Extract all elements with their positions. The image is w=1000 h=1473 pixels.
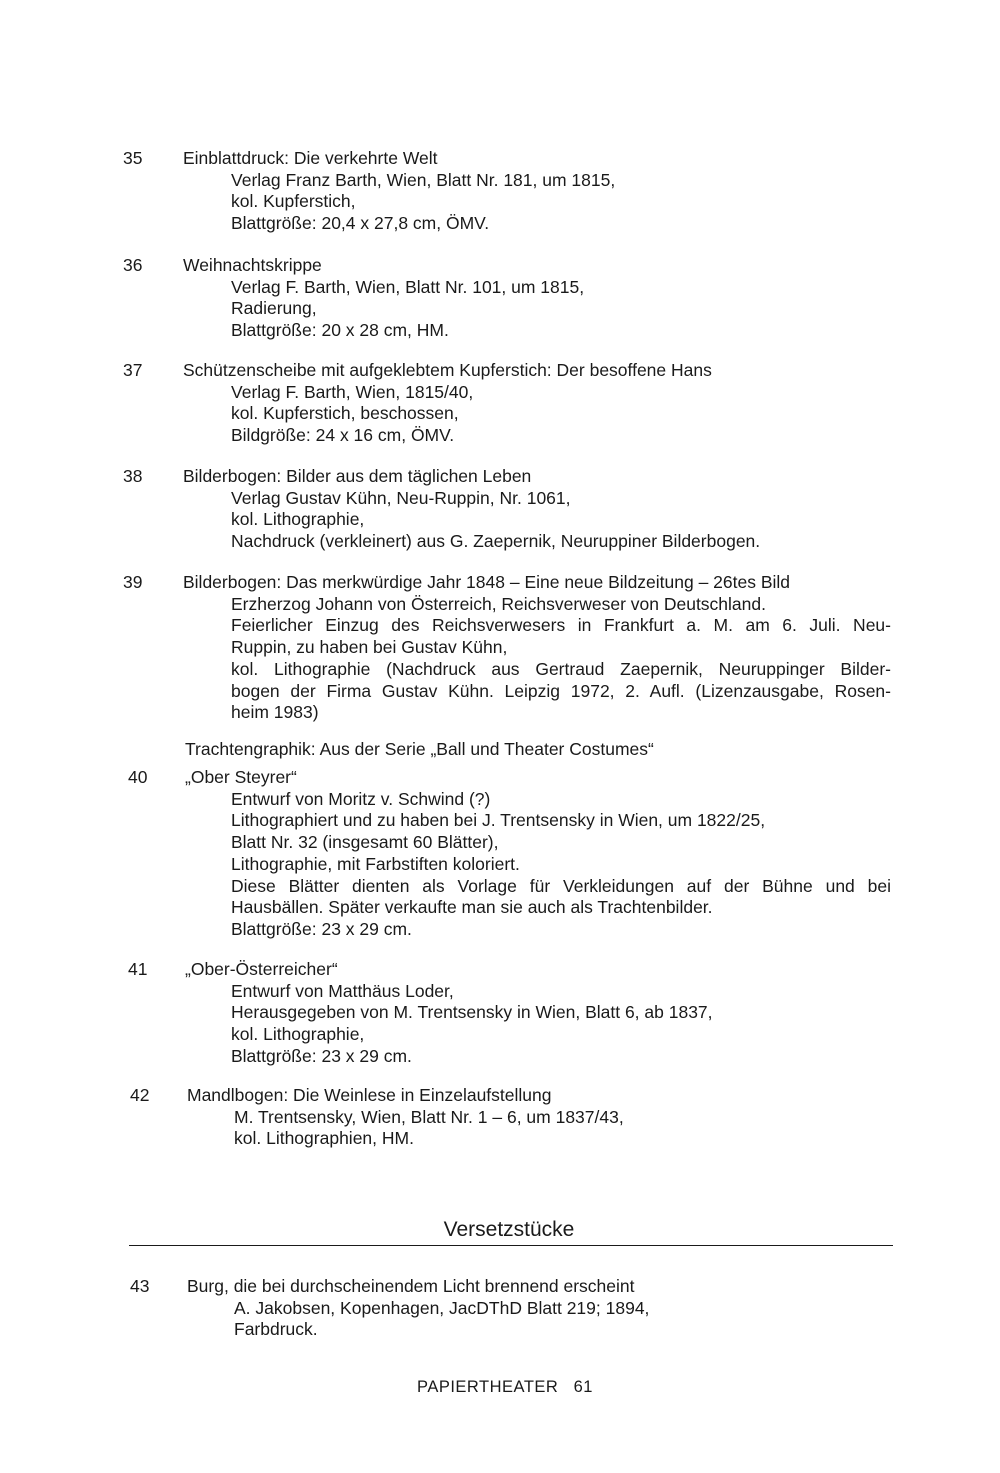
entry-details [231, 594, 891, 724]
entry-detail-line: Verlag F. Barth, Wien, 1815/40, [231, 381, 474, 402]
entry-detail-line: kol. Kupferstich, beschossen, [231, 403, 459, 424]
entry-number: 41 [128, 959, 148, 979]
entry-detail-line: Diese Blätter dienten als Vorlage für Verkleidungen auf der Bühne und bei [231, 875, 891, 896]
entry-details [231, 170, 615, 235]
entry-detail-line: Radierung, [231, 298, 317, 319]
entry-title: Bilderbogen: Das merkwürdige Jahr 1848 – Eine neue Bildzeitung – 26tes Bild [183, 572, 791, 592]
entry-detail-line: Verlag Gustav Kühn, Neu-Ruppin, Nr. 1061, [231, 487, 571, 508]
entry-detail-line: Blattgröße: 23 x 29 cm. [231, 918, 412, 939]
page-footer: PAPIERTHEATER 61 [417, 1378, 593, 1396]
entry-details [231, 382, 473, 447]
entry-detail-line: Verlag F. Barth, Wien, Blatt Nr. 101, um 1815, [231, 276, 585, 297]
entry-title: Schützenscheibe mit aufgeklebtem Kupferstich: Der besoffene Hans [183, 360, 712, 380]
series-heading: Trachtengraphik: Aus der Serie „Ball und Theater Costumes“ [185, 739, 654, 759]
entry-details [234, 1298, 649, 1341]
entry-detail-line: kol. Lithographie (Nachdruck aus Gertraud Zaepernik, Neuruppinger Bilder- [231, 658, 891, 679]
entry-number: 36 [123, 255, 143, 275]
entry-detail-line: kol. Kupferstich, [231, 191, 356, 212]
entry-detail-line: kol. Lithographie, [231, 1024, 365, 1045]
entry-detail-line: Blattgröße: 20,4 x 27,8 cm, ÖMV. [231, 213, 490, 234]
entry-detail-line: A. Jakobsen, Kopenhagen, JacDThD Blatt 219; 1894, [234, 1297, 650, 1318]
entry-detail-line: Lithographie, mit Farbstiften koloriert. [231, 853, 520, 874]
entry-number: 38 [123, 466, 143, 486]
entry-number: 35 [123, 148, 143, 168]
section-divider [129, 1245, 893, 1246]
entry-number: 37 [123, 360, 143, 380]
entry-details [231, 789, 891, 941]
entry-details [234, 1107, 624, 1150]
entry-detail-line: heim 1983) [231, 702, 319, 723]
entry-detail-line: Hausbällen. Später verkaufte man sie auch als Trachtenbilder. [231, 897, 713, 918]
entry-title: Einblattdruck: Die verkehrte Welt [183, 148, 438, 168]
entry-detail-line: kol. Lithographie, [231, 509, 365, 530]
entry-detail-line: Entwurf von Moritz v. Schwind (?) [231, 788, 491, 809]
entry-detail-line: Feierlicher Einzug des Reichsverwesers in Frankfurt a. M. am 6. Juli. Neu- [231, 615, 891, 636]
entry-number: 43 [130, 1276, 150, 1296]
entry-title: Weihnachtskrippe [183, 255, 322, 275]
entry-detail-line: Erzherzog Johann von Österreich, Reichsverweser von Deutschland. [231, 593, 766, 614]
entry-details [231, 277, 584, 342]
entry-detail-line: Blattgröße: 23 x 29 cm. [231, 1045, 412, 1066]
entry-detail-line: Bildgröße: 24 x 16 cm, ÖMV. [231, 425, 455, 446]
entry-detail-line: Lithographiert und zu haben bei J. Trentsensky in Wien, um 1822/25, [231, 810, 766, 831]
section-heading: Versetzstücke [443, 1218, 575, 1241]
entry-detail-line: Verlag Franz Barth, Wien, Blatt Nr. 181, um 1815, [231, 169, 616, 190]
entry-title: „Ober-Österreicher“ [185, 959, 338, 979]
entry-detail-line: Blatt Nr. 32 (insgesamt 60 Blätter), [231, 832, 499, 853]
entry-detail-line: kol. Lithographien, HM. [234, 1128, 414, 1149]
entry-details [231, 981, 713, 1068]
entry-detail-line: M. Trentsensky, Wien, Blatt Nr. 1 – 6, um 1837/43, [234, 1106, 624, 1127]
entry-detail-line: Farbdruck. [234, 1319, 318, 1340]
entry-title: Bilderbogen: Bilder aus dem täglichen Leben [183, 466, 532, 486]
entry-title: Burg, die bei durchscheinendem Licht brennend erscheint [187, 1276, 635, 1296]
entry-title: „Ober Steyrer“ [185, 767, 297, 787]
entry-number: 42 [130, 1085, 150, 1105]
entry-detail-line: Blattgröße: 20 x 28 cm, HM. [231, 320, 449, 341]
entry-details [231, 488, 760, 553]
entry-title: Mandlbogen: Die Weinlese in Einzelaufstellung [187, 1085, 552, 1105]
entry-detail-line: Nachdruck (verkleinert) aus G. Zaepernik, Neuruppiner Bilderbogen. [231, 531, 761, 552]
entry-detail-line: Entwurf von Matthäus Loder, [231, 980, 454, 1001]
entry-detail-line: bogen der Firma Gustav Kühn. Leipzig 1972, 2. Aufl. (Lizenzausgabe, Rosen- [231, 680, 891, 701]
entry-number: 39 [123, 572, 143, 592]
entry-detail-line: Ruppin, zu haben bei Gustav Kühn, [231, 637, 508, 658]
entry-detail-line: Herausgegeben von M. Trentsensky in Wien, Blatt 6, ab 1837, [231, 1002, 713, 1023]
entry-number: 40 [128, 767, 148, 787]
